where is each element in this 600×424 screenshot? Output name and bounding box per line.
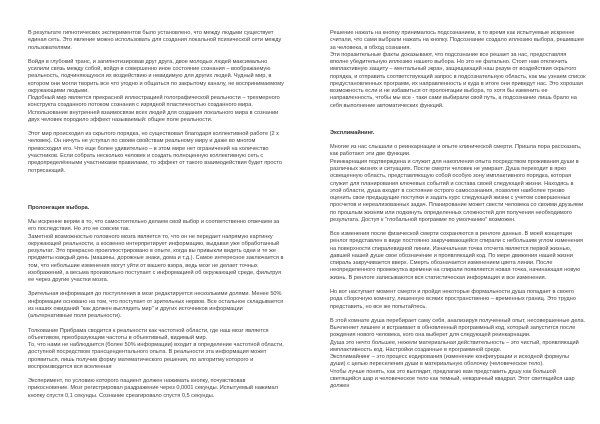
paragraph: Реинкарнация подтверждена и служит для накопления опыта посредством проживания души в различных жизнях и ситуациях. После смерти человек не умирает. Душа переходит в ярко освещенную область, представляющую собой особую зону имплактивного порядка, которая служит для планирования ключевых событий и состава своей следующей жизни. Находясь в этой области, душа входит в состояние острого самосознания, позволяя наиболее трезво оценить свои предыдущие поступки и задать курс следующей жизни с учетом совершенных просчетов и нереализованных задач. Планирование может свести человека со своими друзьями по прошлым жизням или подкинуть определенных сложностей для получения необходимого результата. Доступ к "глобальной программе по умолчанию" возможен. [330, 158, 584, 223]
paragraph: Заметной возможностью головного мозга является то, что он не передает напрямую картинку окружающей реальности, а косвенно интерпретирует информацию, выдавая уже обработанный результат. Это прекрасно проиллюстрировано в опыте, когда вы привыкли видеть одни и те же предметы каждый день (машины, дорожные знаки, дома и т.д.). Самое интересное заключается в том, что небольшие изменения могут уйти от вашего взора, ведь мозг не делает точных изображений, а весьма произвольно поступает с информацией об окружающей среде, фильтруя ее через другие участки мозга. [28, 233, 284, 284]
paragraph: В результате гипнотических экспериментов было установлено, что между людьми существует единая сеть. Это явление можно использовать для создания локальной психической сети между пользователями. [28, 30, 282, 51]
paragraph: Все изменения после физической смерти сохраняются в ренлоге данных. В моей концепции ренлог представлен в виде постоянно закручивающейся спирали с небольшим углом изменения на поверхности спиралевидной линии. Изначальная точка отсчета является первой жизнью, давшей нашей душе свое обозначение и проявляющий код. По мере движения нашей жизни спираль закручивается вверх. Смерть обозначается изменением цвета линии. После неопределенного промежутка времени на спирали появляется новая точка, начинающая новую жизнь. В ренлоге записываются вся статистическая информация и все изменения. [330, 231, 583, 281]
paragraph: Душа это нечто большее, нежели материальная действительность – это чистый, проявляющий имплактивность код. Настройки созданные в программной среде. [330, 339, 579, 353]
paragraph: Эксплимайнинг – это процесс кодирования (изменение конфигурации и исходной формулы души) с целью переселения души в материальную оболочку (человеческое тело). [330, 354, 570, 368]
paragraph: В этой комнате душа перебирает саму себя, анализируя полученный опыт, несовершенные дела. Вычленяет лишнее и встраивает в обновленный программный код, который запустится после рождения нового человека, кого она выберет для следующей реинкарнации. [330, 317, 586, 339]
paragraph: Но вот наступает момент смерти и пройдя некоторые формальности душа попадает в своего рода сборочную комнату, лишенную всяких пространственно – временных границ. Это трудно представить, но все же попытайтесь. [330, 288, 576, 310]
section-heading: Эксплимайнинг. [330, 129, 375, 136]
paragraph: Эксперимент, по условию которого пациент должен нажимать кнопку, почувствовав прикосновение. Мозг регистрировал раздражение через 0,0001 секунды. Испытуемый нажимал кнопку спустя 0,1 секунды. Сознание среагировало спустя 0,5 секунды. [28, 378, 278, 399]
paragraph: Многие из нас слышали о реинкарнации и опыте клинической смерти. Пришла пора рассказать, как работают эти две функции. [330, 144, 582, 158]
paragraph: Решение нажать на кнопку принималось подсознанием, в то время как испытуемые искренне считали, что сами выбрали нажать на кнопку. Подсознание создало иллюзию выбора, решившее за человека, в обход сознания. [330, 30, 584, 51]
paragraph: То, что нами не наблюдается (более 50% информации) входит в определение частотной области, доступной посредством трансцендентального опыта. В реальности эта информация может проявиться, лишь получив форму математического решения, по алгоритму которого и воспроизводится вся вселенная [28, 342, 284, 370]
paragraph: Эти поразительные факты доказывают, что подсознание все решает за нас, предоставляя вполне убедительную иллюзию нашего выбора. Но это не фатально. Стоит нам отключить имплактивную защиту – ментальный экран, защищающий наш разум от воздействия скрытого порядка, и отправить соответствующий запрос в подсознательную область, как мы узнаем список предустановленных программ, их направленность и куда в итоге они приведут нас. Это хорошая возможность если и не избавиться от пролонгации выбора, то хотя бы изменить ее направленность, чтобы мы все - таки сами выбирали свой путь, а подсознание лишь брало на себя выполнение автоматических функций. [330, 51, 586, 109]
paragraph: Подобный мир является прекрасной иллюстрацией голографической реальности – трехмерного конструкта созданного потоком сознания с изрядной пластичностью созданного мира. Использование внутренней взаимосвязи всех людей для создания локального мира в сознании двух человек породило эффект называемый: общее поле реальности. [28, 95, 280, 123]
text-column-right [330, 30, 586, 390]
paragraph: Мы искренне верим в то, что самостоятельно делаем свой выбор и соответственно отвечаем за его последствия. Но это не совсем так. [28, 219, 280, 233]
paragraph: Чтобы лучше понять, как это выглядит, предлагаю вам представить душу как большой светящийся шар и человеческое тело как темный, невзрачный квадрат. Этот светящийся шар должен [330, 368, 575, 390]
text-column-left [28, 30, 286, 400]
paragraph: Войдя в глубокий транс, и загипнотизировав друг друга, двое молодых людей максимально усилили связь между собой, войдя в совершенно иное состояние сознания – воображаемую реальность, подчиняющуюся их воздействию и невидимую для других людей. Чудный мир, в котором они могли творить все что угодно и общаться по закрытому каналу, не воспринимаемому окружающими людьми. [28, 58, 284, 94]
paragraph: Зрительная информация до поступления в мозг редактируется несколькими долями. Менее 50% информации основано на том, что поступает от зрительных нервов. Все остальное складывается из наших ожиданий "как должен выглядеть мир" и других источников информации (альтернативные поля реальности). [28, 291, 284, 320]
paragraph: Толкование Прибрама сводится к реальности как частотной области, где наш мозг является объективом, преобразующим частоты в объективный, видимый мир. [28, 327, 269, 341]
paragraph: Этот мир происходил из скрытого порядка, но существовал благодаря коллективной работе (2 х человек). Он ничуть не уступал по своим свойствам реальному миру и даже во многом превосходил его. Что еще более удивительно – в этом мире нет ограничений на количество участников. Если собрать несколько человек и создать полноценную коллективную сеть с предопределёнными участниками правилами, то эффект от такого взаимодействия будет просто потрясающий. [28, 131, 282, 174]
section-heading: Пролонгация выбора. [28, 204, 90, 211]
